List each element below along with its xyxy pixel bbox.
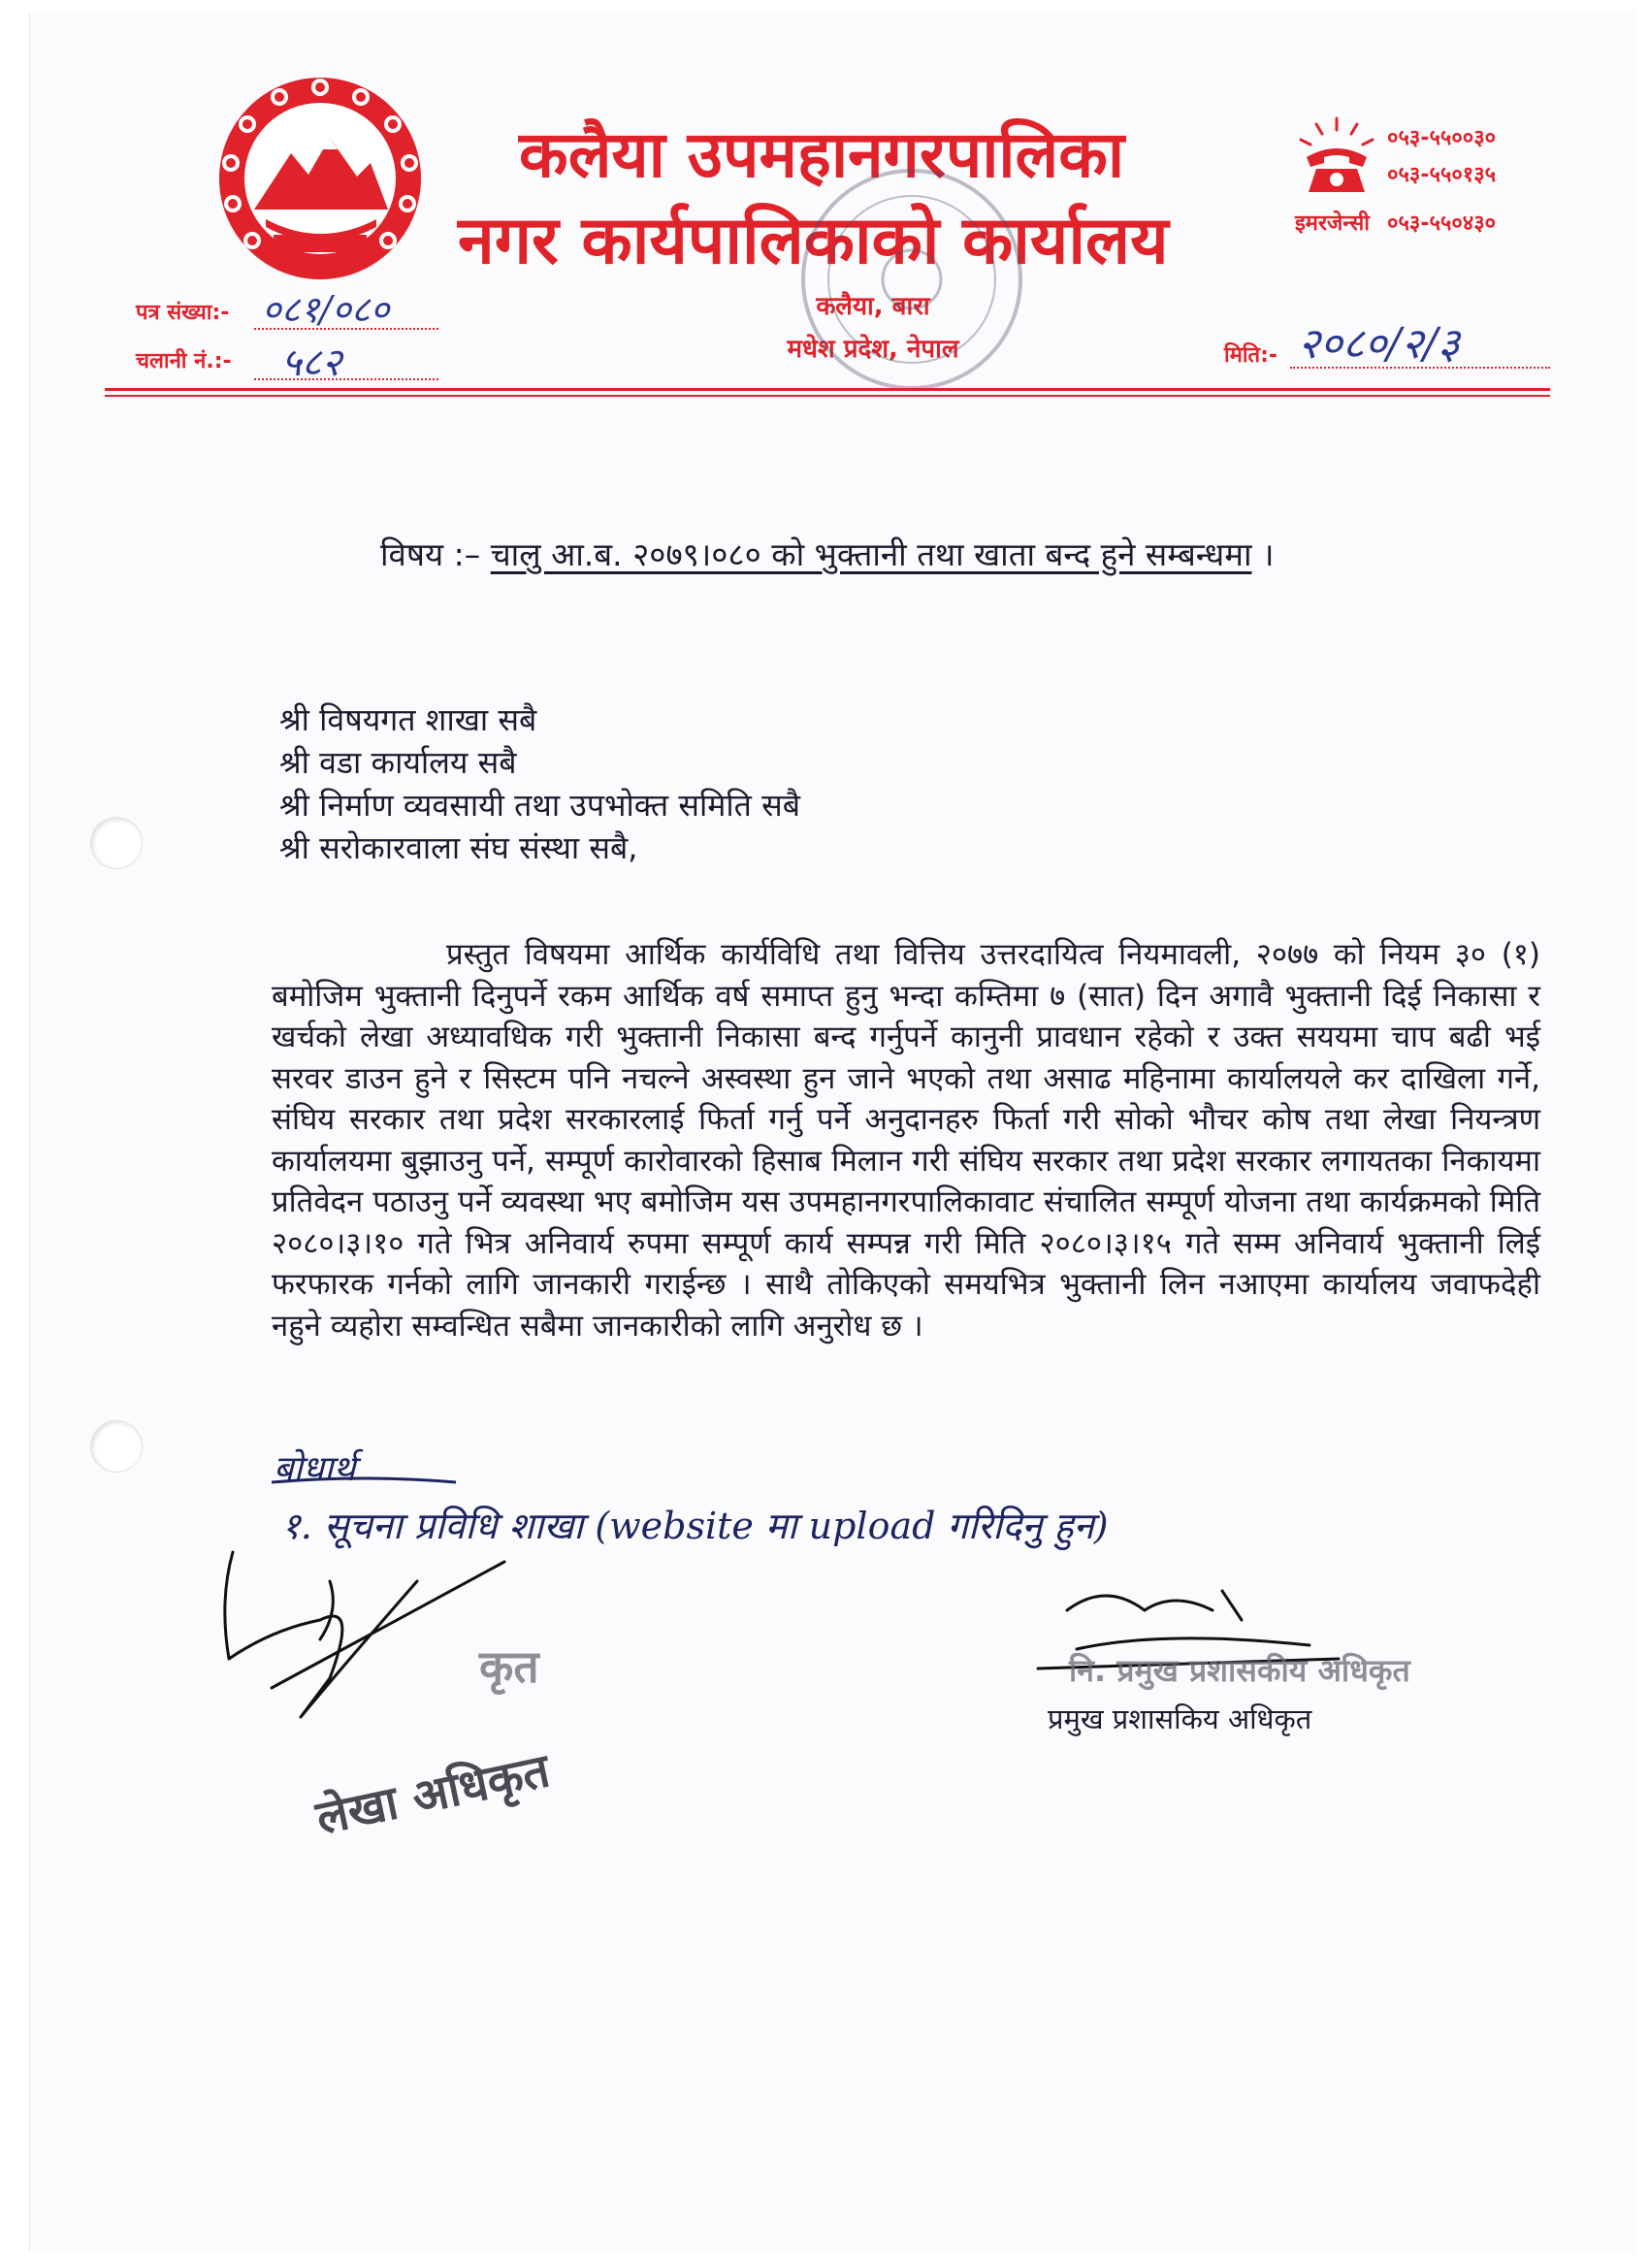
address-line2: मधेश प्रदेश, नेपाल: [787, 335, 959, 364]
letterhead-title-line2: नगर कार्यपालिकाको कार्यालय: [458, 203, 1169, 279]
subject-line: [380, 532, 1275, 575]
telephone-icon: [1295, 114, 1378, 196]
recipient-item: श्री निर्माण व्यवसायी तथा उपभोक्त समिति सबै: [279, 787, 801, 824]
letter-no-dotline: [254, 328, 438, 330]
phone-number-1: ०५३-५५००३०: [1387, 126, 1497, 150]
punch-hole-bottom: [90, 1420, 143, 1473]
emergency-phone: ०५३-५५०४३०: [1387, 211, 1497, 236]
recipient-item: श्री वडा कार्यालय सबै: [279, 744, 517, 781]
subject-text: चालु आ.ब. २०७९।०८० को भुक्तानी तथा खाता बन्द हुने सम्बन्धमा: [490, 535, 1252, 573]
dispatch-no-dotline: [254, 378, 438, 380]
date-value: २०८०/२/३: [1298, 319, 1460, 369]
office-round-stamp-icon: [795, 163, 1028, 396]
municipality-emblem-icon: [215, 74, 425, 283]
left-stamp-accounts-officer: लेखा अधिकृत: [311, 1743, 555, 1846]
cc-heading: बोधार्थ: [274, 1449, 356, 1489]
subject-end: ।: [1251, 535, 1275, 573]
address-line1: कलैया, बारा: [816, 292, 930, 321]
emergency-label: इमरजेन्सी: [1295, 211, 1370, 236]
punch-hole-top: [90, 817, 143, 869]
dispatch-no-value: ५८२: [281, 340, 342, 385]
date-dotline: [1290, 367, 1550, 369]
letter-no-value: ०८१/०८०: [262, 288, 390, 331]
right-stamp-cao: नि. प्रमुख प्रशासकीय अधिकृत: [1069, 1652, 1410, 1689]
subject-prefix: विषय :–: [380, 535, 481, 573]
cc-note-underline: [272, 1474, 456, 1486]
body-paragraph: प्रस्तुत विषयमा आर्थिक कार्यविधि तथा वित्तिय उत्तरदायित्व नियमावली, २०७७ को नियम ३० (१) बमोजिम भुक्तानी दिनुपर्ने रकम आर्थिक वर्ष समाप्त हुनु भन्दा कम्तिमा ७ (सात) दिन अगावै भुक्तानी दिई निकासा र खर्चको लेखा अध्यावधिक गरी भुक्तानी निकासा बन्द गर्नुपर्ने कानुनी प्रावधान रहेको र उक्त सययमा चाप बढी भई सरवर डाउन हुने र सिस्टम पनि नचल्ने अस्वस्था हुन जाने भएको तथा असाढ महिनामा कार्यालयले कर दाखिला गर्ने, संघिय सरकार तथा प्रदेश सरकारलाई फिर्ता गर्नु पर्ने अनुदानहरु फिर्ता गरी सोको भौचर कोष तथा लेखा नियन्त्रण कार्यालयमा बुझाउनु पर्ने, सम्पूर्ण कारोवारको हिसाब मिलान गरी संघिय सरकार तथा प्रदेश सरकार लगायतका निकायमा प्रतिवेदन पठाउनु पर्ने व्यवस्था भए बमोजिम यस उपमहानगरपालिकावाट संचालित सम्पूर्ण योजना तथा कार्यक्रमको मिति २०८०।३।१० गते भित्र अनिवार्य रुपमा सम्पूर्ण कार्य सम्पन्न गरी मिति २०८०।३।१५ गते सम्म अनिवार्य भुक्तानी लिई फरफारक गर्नको लागि जानकारी गराईन्छ । साथै तोकिएको समयभित्र भुक्तानी लिन नआएमा कार्यालय जवाफदेही नहुने व्यहोरा सम्वन्धित सबैमा जानकारीको लागि अनुरोध छ ।: [272, 937, 1540, 1344]
dispatch-no-label: चलानी नं.:-: [136, 349, 232, 373]
recipient-item: श्री विषयगत शाखा सबै: [279, 701, 537, 738]
letter-no-label: पत्र संख्या:-: [136, 301, 230, 325]
left-stamp-partial: कृत: [479, 1640, 539, 1693]
recipient-list: [279, 698, 800, 869]
header-divider-thick: [105, 388, 1550, 391]
letter-body: [272, 934, 1540, 1346]
left-signature-icon: [213, 1542, 514, 1727]
date-label: मिति:-: [1224, 343, 1278, 368]
cc-note: १. सूचना प्रविधि शाखा (website मा upload गरिदिनु हुन): [281, 1505, 1109, 1547]
phone-number-2: ०५३-५५०१३५: [1387, 163, 1497, 187]
letterhead-title-line1: कलैया उपमहानगरपालिका: [519, 117, 1125, 192]
recipient-item: श्री सरोकारवाला संघ संस्था सबै,: [279, 829, 638, 866]
right-signatory-label: प्रमुख प्रशासकिय अधिकृत: [1048, 1702, 1312, 1735]
header-divider-thin: [105, 395, 1550, 397]
